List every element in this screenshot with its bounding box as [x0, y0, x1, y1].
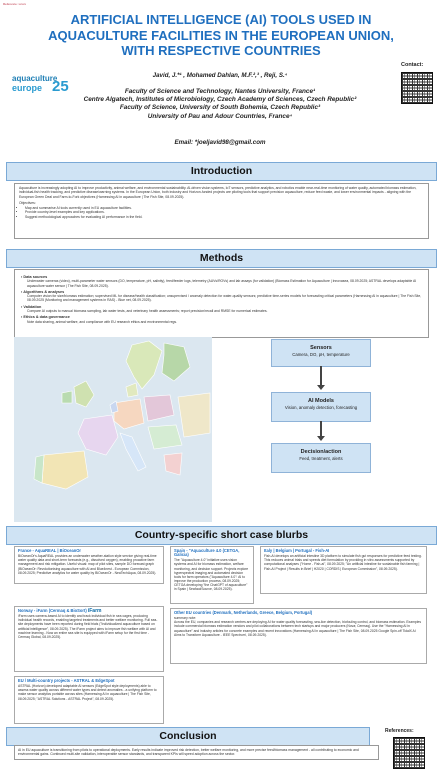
objectives-label: Objectives:	[19, 200, 36, 205]
flow-sensors	[271, 339, 371, 367]
methods-item-text: Note data sharing, animal welfare, and compliance with EU research ethics and environmental regs.	[27, 319, 178, 324]
logo-top-text: aquaculture	[12, 74, 58, 83]
case-blurbs-header: Country-specific short case blurbs	[6, 526, 437, 545]
affiliation-4: University of Pau and Adour Countries, France⁴	[147, 112, 293, 120]
authors: Javid, J.*¹ , Mohamed Dahlan, M.F.²,³ , Reji, S.⁴	[152, 72, 288, 79]
conclusion-text: AI in EU aquaculture is transitioning from pilots to operational deployments. Early results indicate improved risk detection, better welfare monitoring, and more precise feed/biomass management - all contributing to economic and environmental gains. Continued multi-site validation, interoperable sensor standards, and transparent KPIs will speed adoption across the sector.	[14, 745, 379, 760]
case-title: Italy | Belgium | Portugal - Fish-AI	[264, 548, 330, 553]
methods-item-text: Computer vision for size/biomass estimation; supervised ML for disease/health classification; unsupervised / anomaly detection for water-quality sensors; predictive time-series models for forecasting critical parameters (Harnessing AI in aquaculture | The Fish Site, 08.09.2025 (Monitoring and management systems in RAS) - Blue net, 08.09.2025).	[27, 294, 422, 303]
conference-logo	[12, 74, 74, 108]
conclusion-header: Conclusion	[6, 727, 370, 746]
map-germany	[114, 399, 144, 429]
poster-title: ARTIFICIAL INTELLIGENCE (AI) TOOLS USED IN AQUACULTURE FACILITIES IN THE EUROPEAN UNION, WITH RESPECTIVE COUNTRIES	[48, 12, 394, 58]
flow-title: AI Models	[308, 398, 334, 404]
case-text: Across the EU, companies and research centres are deploying AI for water quality forecasting, sea-lice detection, biofouling control, and biomass estimation. Examples include commercial biomass estimation vendors and pilot collaborations between tech startups and major producers (Nova; Cermaq). Use the "Harnessing AI in aquaculture" and industry articles for concrete examples and recent innovations (Harnessing AI in aquaculture | The Fish Site, 08.09.2025 Google Spin-off TidalX AI Aims to Transform Aquaculture - IEEE Spectrum', 08.09.2025).	[174, 620, 422, 637]
case-text: iFarm uses camera-based AI to identify and track individual fish in sea cages, producing individual health records, enabling targeted treatments and better welfare monitoring. Full sea-site deployments have been reported during field trials ("Individualized aquaculture based on artificial intelligence", 08.09.2025). The iFarm project aims to improve fish welfare with AI and machine learning - Now an entire sea site is equipped with iFarm setup for the first time - Cermaq Global, 08.09.2025).	[18, 614, 158, 639]
case-text: BiOceanOr's AquaREAL provides an underwater weather-station style service giving real-time water quality data and short-term forecasts (e.g., dissolved oxygen), enabling proactive farm management and risk mitigation. Useful visual: map of pilot sites, sample DO forecast graph (BiOceanOr: Revolutionising aquaculture with AI and Blue4nest - European Commission, 08.09.2025; Predictive analytics for water quality by BiOceanOr - NeaTechAqua, 08.09.2025).	[18, 554, 157, 575]
case-spain	[170, 546, 254, 604]
contact-label: Contact:	[401, 62, 424, 68]
methods-item-text: Underwater cameras (video), multi-parameter water sensors (DO, temperature, pH, salinity), feed/feeder logs, telemetry (AUVs/ROVs) and lab assays (for validation) (Biomass Estimation for Aquaculture | Innovasea, 08.09.2025; ASTRAL develops adaptable AI aquaculture water sensor | The Fish Site, 08.09.2025).	[27, 279, 417, 288]
case-text: Fish-AI develops an artificial intestine 3D platform to simulate fish gut responses for predictive feed testing. This reduces animal trials and speeds diet formulation by providing in vitro assessments supported by computational analyses ("Home - Fish-ai", 08.09.2025; "An artificial intestine for sustainable fish farming | Fish-AI Project | Results in Brief | H2020 | CORDIS | European Commission", 08.09.2025).	[264, 554, 422, 571]
map-ireland	[62, 391, 72, 403]
contact-qr-code[interactable]	[401, 72, 433, 104]
objectives-list	[15, 206, 428, 219]
flow-subtitle: Vision, anomaly detection, forecasting	[284, 405, 358, 410]
methods-item-title: ▪ Validation	[21, 304, 42, 309]
affiliation-3: Faculty of Science, University of South Bohemia, Czech Republic³	[119, 104, 321, 112]
case-france	[14, 546, 164, 584]
map-portugal	[34, 455, 44, 483]
flow-ai-models	[271, 392, 371, 422]
flow-decision	[271, 443, 371, 473]
map-eastern-europe	[178, 393, 210, 437]
case-other-eu	[170, 608, 427, 664]
case-title: EU / Multi-country projects - ASTRAL & EdgeSpot	[18, 678, 115, 683]
logo-number: 25	[52, 78, 69, 95]
objective-item: • Provide country-level examples and key applications.	[25, 210, 428, 214]
affiliation-2: Centre Algatech, Institutes of Microbiology, Czech Academy of Sciences, Czech Republic²	[83, 96, 357, 104]
introduction-box	[14, 183, 429, 239]
introduction-header: Introduction	[6, 162, 437, 181]
summary-label: summary note:	[174, 616, 197, 621]
europe-map	[14, 337, 212, 522]
case-title: Spain - "Aquaculture 4.0 (CETGA, Galicia)	[174, 548, 240, 558]
objective-item: • Suggest methodological approaches for evaluating AI performance in the field.	[25, 215, 428, 219]
case-title: Norway - iFarm (Cermaq & BioSort) iFarm	[18, 608, 102, 614]
flow-arrow-1	[320, 366, 322, 386]
case-title: Other EU countries (Denmark, Netherlands, Greece, Belgium, Portugal)	[174, 610, 313, 615]
map-balkans	[148, 425, 182, 449]
methods-item-title: ▪ Ethics & data governance	[21, 315, 70, 320]
references-label: References:	[385, 728, 414, 734]
affiliation-1: Faculty of Science and Technology, Nantes University, France¹	[124, 88, 316, 95]
introduction-paragraph: Aquaculture is increasingly adopting AI to improve productivity, animal welfare, and environmental sustainability. AI-driven vision systems, IoT sensors, predictive analytics, and robotics enable near-real-time monitoring of water quality, automated biomass estimation, individual-fish health tracking, and predictive disease/warning systems. In the European Union, both industry and Horizon-funded projects are piloting tools that support precision aquaculture, reduce feed waste, and lower environmental impacts - aligning with the European Green Deal and Farm-to-Fork objectives (Harnessing AI in aquaculture | The Fish Site, 08.09.2025).	[19, 186, 417, 199]
ifarm-badge: iFarm	[87, 608, 102, 614]
methods-item-text: Compare AI outputs to manual biomass sampling, lab water tests, and veterinary health assessments; report precision/recall and RMSE for numerical estimates.	[27, 309, 268, 314]
methods-item-title: ▪ Algorithms & analyses	[21, 289, 65, 294]
flow-title: Sensors	[310, 345, 332, 351]
case-title: France - AquaREAL | BiOceanOr	[18, 548, 82, 553]
flow-arrow-2	[320, 421, 322, 437]
case-norway	[14, 606, 164, 672]
affiliations	[70, 88, 370, 121]
case-eu	[14, 676, 164, 724]
flow-subtitle: Camera, DO, pH, temperature	[292, 352, 350, 357]
methods-header: Methods	[6, 249, 437, 268]
objective-item: • Map and summarise AI tools currently used in EU aquaculture facilities.	[25, 206, 428, 210]
case-text: The "Aquaculture 4.0" initiative uses vision systems and AI for biomass estimation, welfare monitoring, and decision support. Projects explore hyperspectral imaging and automated decision tools for farm operators ("Aquaculture 4.0": AI to improve the production process, 08.09.2025; CETGA developing "the ChatGPT of aquaculture" in Spain | SeafoodSource, 08.09.2025).	[174, 558, 249, 592]
methods-item-title: ▪ Data sources	[21, 275, 48, 279]
references-qr-code[interactable]	[393, 737, 425, 769]
methods-box	[14, 269, 429, 338]
corner-tag: Reference: xxxxx	[3, 2, 27, 6]
flow-title: Decision/action	[300, 449, 342, 455]
logo-bottom-text: europe	[12, 83, 43, 93]
qr-pattern	[402, 73, 432, 103]
case-text: ASTRAL (Horizon) developed adaptable AI sensors (EdgeSpot style deployments) able to assess water quality across different water types and detect anomalies - a unifying platform to make sensor analytics portable across sites (Harnessing AI in aquaculture | The Fish Site, 08.09.2025; "ASTRAL Solutions - ASTRAL Project", 08.09.2025).	[18, 684, 157, 701]
case-italy	[260, 546, 427, 594]
flow-subtitle: Feed, treatment, alerts	[299, 456, 343, 461]
email: Email: *joeljavid98@gmail.com	[174, 139, 266, 146]
qr-pattern	[394, 738, 424, 768]
